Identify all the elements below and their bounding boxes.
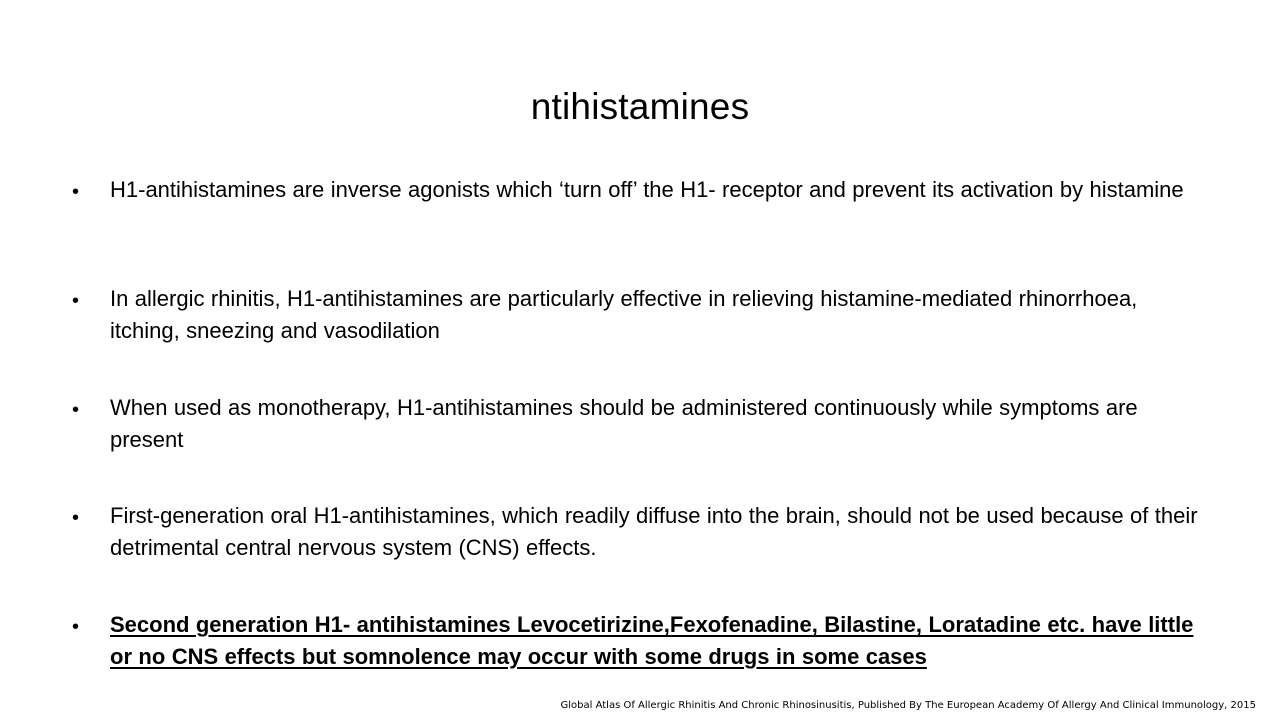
slide-title: ntihistamines	[530, 86, 750, 127]
bullet-text: First-generation oral H1-antihistamines, which readily diffuse into the brain, should not be used because of their detrimental central nervous system (CNS) effects.	[110, 503, 1198, 560]
bullet-text: Second generation H1- antihistamines Levocetirizine,Fexofenadine, Bilastine, Loratadine etc. have little or no CNS effects but somnolence may occur with some drugs in some cases	[110, 612, 1194, 669]
bullet-marker: •	[72, 399, 80, 421]
bullet-marker: •	[72, 181, 80, 203]
bullet-marker: •	[72, 290, 80, 312]
bullet-marker: •	[72, 507, 80, 529]
bullet-text: H1-antihistamines are inverse agonists which ‘turn off’ the H1- receptor and prevent its activation by histamine	[110, 177, 1184, 202]
bullet-text: When used as monotherapy, H1-antihistamines should be administered continuously while symptoms are present	[110, 395, 1138, 452]
bullet-marker: •	[72, 616, 80, 638]
citation: Global Atlas Of Allergic Rhinitis And Chronic Rhinosinusitis, Published By The European Academy Of Allergy And Clinical Immunology, 2015	[560, 700, 1256, 711]
bullet-text: In allergic rhinitis, H1-antihistamines are particularly effective in relieving histamine-mediated rhinorrhoea, itching, sneezing and vasodilation	[110, 286, 1138, 343]
